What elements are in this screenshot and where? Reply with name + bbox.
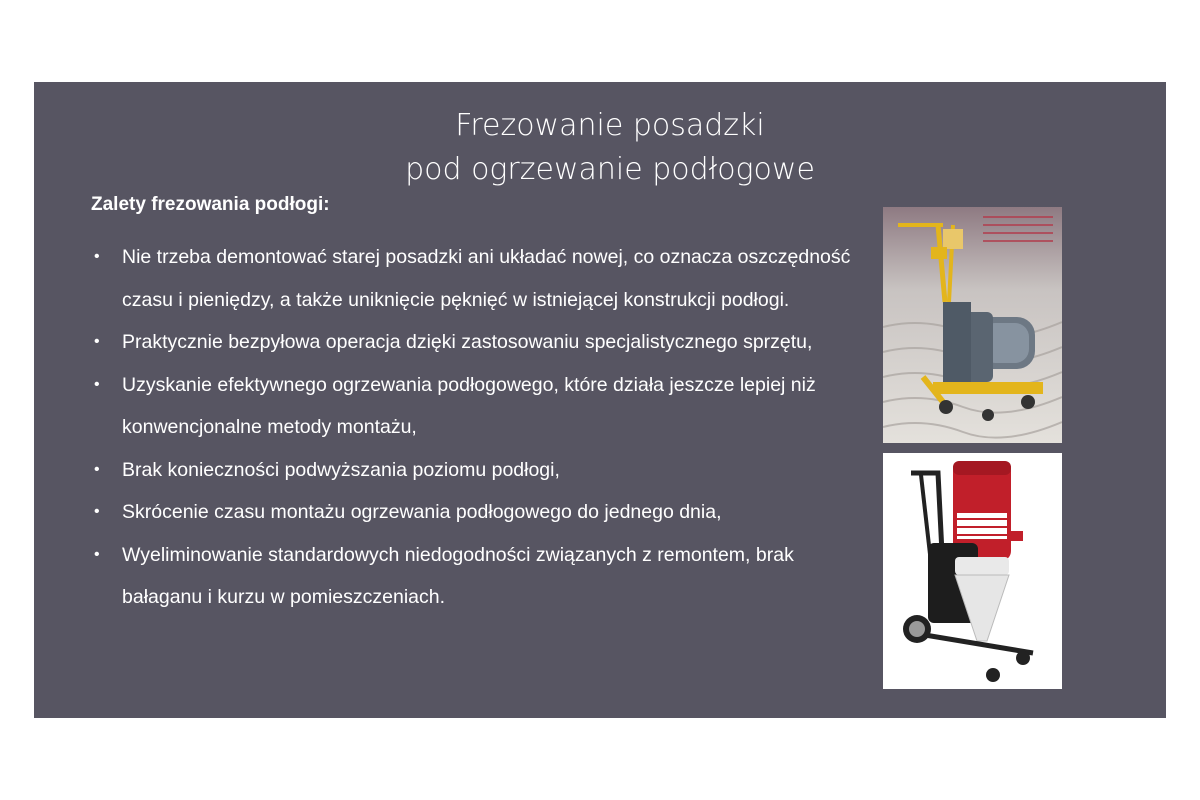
bullet-icon: • (94, 248, 100, 265)
bullet-icon: • (94, 545, 100, 563)
bullet-icon: • (94, 375, 100, 393)
bullet-text: Wyeliminowanie standardowych niedogodności związanych z remontem, brak bałaganu i kurzu w pomieszczeniach. (122, 543, 794, 608)
title-line-1: Frezowanie posadzki (455, 108, 765, 143)
bullet-text: Praktycznie bezpyłowa operacja dzięki zastosowaniu specjalistycznego sprzętu, (122, 331, 813, 353)
list-item (90, 534, 870, 619)
bullet-icon: • (94, 503, 100, 520)
bullet-icon: • (94, 333, 100, 350)
bullet-text: Nie trzeba demontować starej posadzki ani układać nowej, co oznacza oszczędność czasu i pieniędzy, a także uniknięcie pęknięć w istniejącej konstrukcji podłogi. (122, 246, 851, 311)
list-item (90, 449, 870, 492)
bullet-list (90, 236, 870, 619)
subtitle: Zalety frezowania podłogi: (91, 194, 330, 215)
industrial-vacuum-photo (883, 453, 1062, 689)
milling-machine-illustration (883, 207, 1062, 443)
bullet-text: Skrócenie czasu montażu ogrzewania podłogowego do jednego dnia, (122, 501, 722, 523)
list-item (90, 236, 870, 321)
list-item (90, 491, 870, 534)
list-item (90, 321, 870, 364)
bullet-text: Uzyskanie efektywnego ogrzewania podłogowego, które działa jeszcze lepiej niż konwencjonalne metody montażu, (122, 373, 816, 438)
floor-milling-machine-photo (883, 207, 1062, 443)
list-item (90, 364, 870, 449)
bullet-text: Brak konieczności podwyższania poziomu podłogi, (122, 458, 560, 481)
slide-title (110, 104, 1110, 192)
slide (34, 82, 1166, 718)
title-line-2: pod ogrzewanie podłogowe (405, 152, 815, 187)
vacuum-illustration (883, 453, 1062, 689)
bullet-icon: • (94, 460, 100, 478)
